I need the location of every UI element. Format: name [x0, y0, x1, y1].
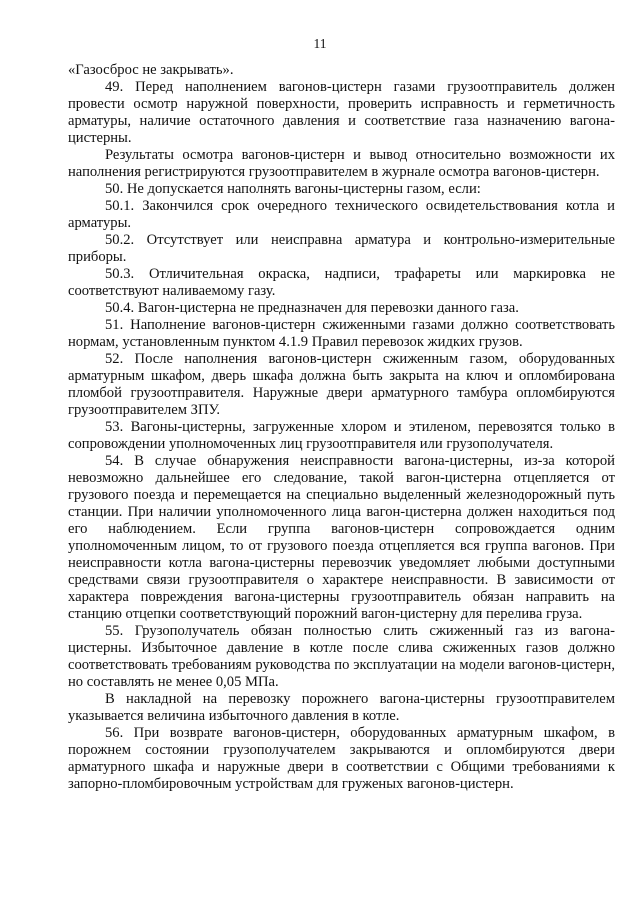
paragraph-50-3: 50.3. Отличительная окраска, надписи, трафареты или маркировка не соответствуют наливаемому газу. — [68, 266, 615, 299]
paragraph-50-1: 50.1. Закончился срок очередного технического освидетельствования котла и арматуры. — [68, 198, 615, 231]
page-number: 11 — [313, 36, 327, 51]
paragraph-50: 50. Не допускается наполнять вагоны-цистерны газом, если: — [105, 181, 481, 197]
paragraph-54: 54. В случае обнаружения неисправности вагона-цистерны, из-за которой невозможно дальнейшее его следование, такой вагон-цистерна отцепляется от грузового поезда и перемещается на специально выделенный железнодорожный путь станции. При наличии уполномоченного лица вагон-цистерна должен находиться под его наблюдением. Если группа вагонов-цистерн сопровождается одним уполномоченным лицом, то от грузового поезда отцепляется вся группа вагонов. При неисправности котла вагона-цистерны перевозчик уведомляет любыми доступными средствами связи грузоотправителя о характере неисправности. В зависимости от характера повреждения вагона-цистерны грузоотправитель обязан направить на станцию отцепки соответствующий порожний вагон-цистерну для перелива груза. — [68, 453, 615, 622]
paragraph-51: 51. Наполнение вагонов-цистерн сжиженными газами должно соответствовать нормам, установленным пунктом 4.1.9 Правил перевозок жидких грузов. — [68, 317, 615, 350]
paragraph-52: 52. После наполнения вагонов-цистерн сжиженным газом, оборудованных арматурным шкафом, дверь шкафа должна быть закрыта на ключ и опломбирована пломбой грузоотправителя. Наружные двери арматурного тамбура опломбируются грузоотправителем ЗПУ. — [68, 351, 615, 418]
paragraph-55: 55. Грузополучатель обязан полностью слить сжиженный газ из вагона-цистерны. Избыточное давление в котле после слива сжиженных газов должно соответствовать требованиям руководства по эксплуатации на модели вагонов-цистерн, но составлять не менее 0,05 МПа. — [68, 623, 615, 690]
paragraph-50-4: 50.4. Вагон-цистерна не предназначен для перевозки данного газа. — [105, 300, 519, 316]
paragraph-55-waybill: В накладной на перевозку порожнего вагона-цистерны грузоотправителем указывается величина избыточного давления в котле. — [68, 691, 615, 724]
paragraph-continuation: «Газосброс не закрывать». — [68, 62, 234, 78]
paragraph-56: 56. При возврате вагонов-цистерн, оборудованных арматурным шкафом, в порожнем состоянии грузополучателем закрываются и опломбируются двери арматурного шкафа и наружные двери в соответствии с Общими требованиями к запорно-пломбировочным устройствам для груженых вагонов-цистерн. — [68, 725, 615, 792]
paragraph-49-results: Результаты осмотра вагонов-цистерн и вывод относительно возможности их наполнения регистрируются грузоотправителем в журнале осмотра вагонов-цистерн. — [68, 147, 615, 180]
paragraph-49: 49. Перед наполнением вагонов-цистерн газами грузоотправитель должен провести осмотр наружной поверхности, проверить исправность и герметичность арматуры, наличие остаточного давления и соответствие газа назначению вагона-цистерны. — [68, 79, 615, 146]
document-body — [68, 62, 615, 793]
paragraph-53: 53. Вагоны-цистерны, загруженные хлором и этиленом, перевозятся только в сопровождении уполномоченных лиц грузоотправителя или грузополучателя. — [68, 419, 615, 452]
paragraph-50-2: 50.2. Отсутствует или неисправна арматура и контрольно-измерительные приборы. — [68, 232, 615, 265]
